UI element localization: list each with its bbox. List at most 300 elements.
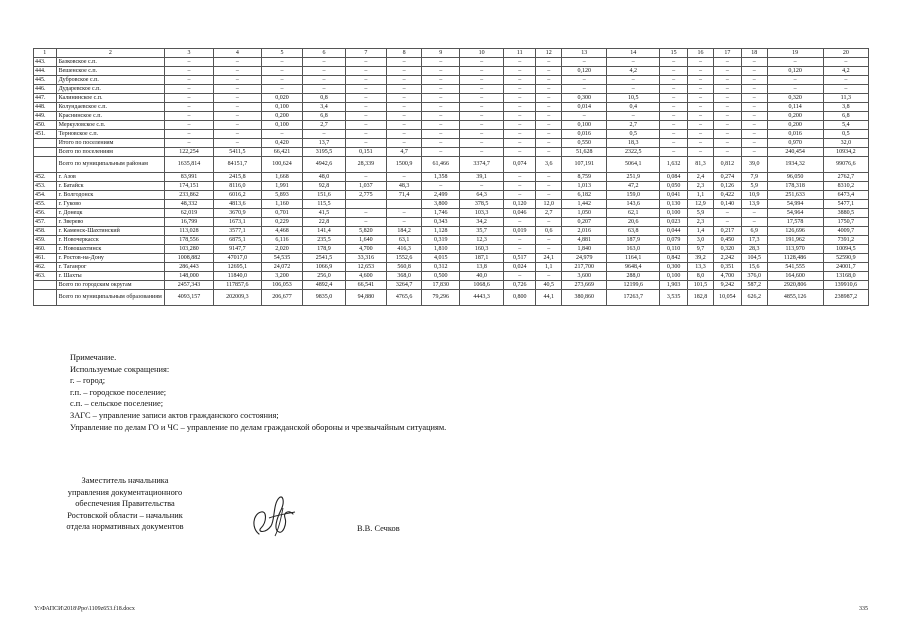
value-cell: – xyxy=(345,103,386,112)
row-number-cell xyxy=(34,139,57,148)
row-name-cell: г. Зверево xyxy=(56,218,165,227)
value-cell: 143,6 xyxy=(607,200,660,209)
value-cell: 48,332 xyxy=(165,200,213,209)
value-cell: 235,5 xyxy=(302,236,345,245)
value-cell: – xyxy=(504,173,536,182)
table-row xyxy=(34,254,869,263)
value-cell: 6,8 xyxy=(302,112,345,121)
value-cell: 0,100 xyxy=(262,121,303,130)
value-cell: 66,421 xyxy=(262,148,303,157)
notes-heading: Примечание. xyxy=(70,353,117,362)
value-cell: – xyxy=(165,121,213,130)
value-cell: 1500,9 xyxy=(386,157,422,173)
value-cell: – xyxy=(262,67,303,76)
value-cell: – xyxy=(713,85,741,94)
value-cell: 0,229 xyxy=(262,218,303,227)
value-cell: – xyxy=(741,218,767,227)
table-row xyxy=(34,209,869,218)
value-cell: 0,8 xyxy=(302,94,345,103)
value-cell: 4,700 xyxy=(713,272,741,281)
table-row xyxy=(34,245,869,254)
value-cell: – xyxy=(213,76,261,85)
value-cell: 2541,5 xyxy=(302,254,345,263)
row-name-cell: Всего по поселениям xyxy=(56,148,165,157)
value-cell: 113,970 xyxy=(767,245,823,254)
table-row xyxy=(34,281,869,290)
value-cell: 2,775 xyxy=(345,191,386,200)
value-cell: 9648,4 xyxy=(607,263,660,272)
row-number-cell: 447. xyxy=(34,94,57,103)
value-cell: – xyxy=(165,67,213,76)
value-cell: 5,893 xyxy=(262,191,303,200)
value-cell: 9835,0 xyxy=(302,290,345,306)
row-number-cell: 450. xyxy=(34,121,57,130)
row-number-cell xyxy=(34,148,57,157)
row-number-cell xyxy=(34,157,57,173)
value-cell: 2,3 xyxy=(688,218,714,227)
value-cell: 148,000 xyxy=(165,272,213,281)
value-cell: 8,759 xyxy=(562,173,607,182)
value-cell: – xyxy=(504,112,536,121)
value-cell: – xyxy=(345,76,386,85)
header-cell: 14 xyxy=(607,49,660,58)
value-cell: 6,182 xyxy=(562,191,607,200)
value-cell: 2457,343 xyxy=(165,281,213,290)
value-cell: 4765,6 xyxy=(386,290,422,306)
value-cell: – xyxy=(345,209,386,218)
position-line: управления документационного xyxy=(67,487,183,497)
value-cell: 182,8 xyxy=(688,290,714,306)
row-number-cell: 457. xyxy=(34,218,57,227)
value-cell: – xyxy=(713,209,741,218)
value-cell: 0,320 xyxy=(767,94,823,103)
value-cell: 24,1 xyxy=(536,254,562,263)
value-cell: 16,799 xyxy=(165,218,213,227)
value-cell: 32,0 xyxy=(823,139,868,148)
value-cell: 238987,2 xyxy=(823,290,868,306)
value-cell: 24,072 xyxy=(262,263,303,272)
value-cell: – xyxy=(422,58,460,67)
value-cell: 3,535 xyxy=(660,290,688,306)
value-cell: 0,100 xyxy=(660,209,688,218)
value-cell: – xyxy=(460,94,504,103)
value-cell: 0,110 xyxy=(660,245,688,254)
table-header-row xyxy=(34,49,869,58)
value-cell: – xyxy=(386,121,422,130)
value-cell: – xyxy=(536,272,562,281)
value-cell: 12,0 xyxy=(536,200,562,209)
value-cell: 0,343 xyxy=(422,218,460,227)
value-cell: 0,126 xyxy=(713,182,741,191)
value-cell: 17,578 xyxy=(767,218,823,227)
value-cell: – xyxy=(688,139,714,148)
table-row xyxy=(34,227,869,236)
value-cell: 92,8 xyxy=(302,182,345,191)
value-cell: – xyxy=(660,121,688,130)
value-cell: – xyxy=(504,130,536,139)
value-cell: 2322,5 xyxy=(607,148,660,157)
value-cell: – xyxy=(823,58,868,67)
signatory-name: В.В. Сечков xyxy=(357,524,400,533)
value-cell: – xyxy=(688,67,714,76)
value-cell: 35,7 xyxy=(460,227,504,236)
value-cell: – xyxy=(386,130,422,139)
value-cell: 1,4 xyxy=(688,227,714,236)
value-cell xyxy=(386,200,422,209)
value-cell: 0,041 xyxy=(660,191,688,200)
value-cell: – xyxy=(213,130,261,139)
value-cell: – xyxy=(460,148,504,157)
value-cell: – xyxy=(536,85,562,94)
value-cell: 0,300 xyxy=(660,263,688,272)
row-name-cell: Меркуловское с.п. xyxy=(56,121,165,130)
row-name-cell: Калининское с.п. xyxy=(56,94,165,103)
value-cell: 22,8 xyxy=(302,218,345,227)
value-cell: 1008,882 xyxy=(165,254,213,263)
value-cell: 103,280 xyxy=(165,245,213,254)
header-cell: 3 xyxy=(165,49,213,58)
value-cell: 1,746 xyxy=(422,209,460,218)
value-cell: – xyxy=(536,139,562,148)
value-cell: – xyxy=(607,76,660,85)
value-cell: 6875,1 xyxy=(213,236,261,245)
value-cell: – xyxy=(213,94,261,103)
value-cell: 20,6 xyxy=(607,218,660,227)
value-cell: – xyxy=(688,148,714,157)
header-cell: 15 xyxy=(660,49,688,58)
row-number-cell: 448. xyxy=(34,103,57,112)
value-cell: 0,970 xyxy=(767,139,823,148)
header-cell: 2 xyxy=(56,49,165,58)
value-cell: – xyxy=(386,85,422,94)
value-cell: 3,800 xyxy=(422,200,460,209)
row-name-cell: г. Таганрог xyxy=(56,263,165,272)
value-cell: – xyxy=(536,173,562,182)
row-name-cell: Краснинское с.п. xyxy=(56,112,165,121)
row-name-cell: Терновское с.п. xyxy=(56,130,165,139)
value-cell: 4,015 xyxy=(422,254,460,263)
value-cell: 0,084 xyxy=(660,173,688,182)
value-cell: – xyxy=(536,245,562,254)
value-cell: 376,0 xyxy=(741,272,767,281)
value-cell: 79,296 xyxy=(422,290,460,306)
value-cell: 63,1 xyxy=(386,236,422,245)
value-cell: 33,316 xyxy=(345,254,386,263)
value-cell: 5,820 xyxy=(345,227,386,236)
value-cell: 0,420 xyxy=(262,139,303,148)
value-cell: – xyxy=(823,76,868,85)
value-cell: 0,023 xyxy=(660,218,688,227)
value-cell: – xyxy=(422,130,460,139)
value-cell: – xyxy=(302,130,345,139)
table-row xyxy=(34,272,869,281)
table-row xyxy=(34,67,869,76)
value-cell: – xyxy=(460,121,504,130)
row-number-cell: 453. xyxy=(34,182,57,191)
value-cell: 3195,5 xyxy=(302,148,345,157)
value-cell: 39,0 xyxy=(741,157,767,173)
row-name-cell: г. Волгодонск xyxy=(56,191,165,200)
value-cell: 62,1 xyxy=(607,209,660,218)
header-cell: 6 xyxy=(302,49,345,58)
value-cell: 0,044 xyxy=(660,227,688,236)
value-cell: – xyxy=(345,112,386,121)
value-cell: 4,468 xyxy=(262,227,303,236)
row-number-cell: 449. xyxy=(34,112,57,121)
value-cell: – xyxy=(741,94,767,103)
value-cell: – xyxy=(422,112,460,121)
value-cell: – xyxy=(422,76,460,85)
value-cell: – xyxy=(536,236,562,245)
value-cell: – xyxy=(536,67,562,76)
value-cell: 24,979 xyxy=(562,254,607,263)
value-cell: 44,1 xyxy=(536,290,562,306)
value-cell: – xyxy=(504,94,536,103)
value-cell: 2,016 xyxy=(562,227,607,236)
row-name-cell: г. Шахты xyxy=(56,272,165,281)
value-cell: – xyxy=(688,121,714,130)
value-cell: – xyxy=(562,58,607,67)
value-cell: 11840,0 xyxy=(213,272,261,281)
value-cell: 164,600 xyxy=(767,272,823,281)
value-cell: 1,640 xyxy=(345,236,386,245)
value-cell: 71,4 xyxy=(386,191,422,200)
value-cell: – xyxy=(713,94,741,103)
value-cell: 0,6 xyxy=(536,227,562,236)
header-cell: 11 xyxy=(504,49,536,58)
value-cell: – xyxy=(422,139,460,148)
value-cell: 24001,7 xyxy=(823,263,868,272)
value-cell: 286,443 xyxy=(165,263,213,272)
value-cell: – xyxy=(386,94,422,103)
header-cell: 17 xyxy=(713,49,741,58)
value-cell: – xyxy=(504,182,536,191)
table-row xyxy=(34,218,869,227)
table-row xyxy=(34,173,869,182)
value-cell: 6,116 xyxy=(262,236,303,245)
value-cell: – xyxy=(741,85,767,94)
value-cell: – xyxy=(386,209,422,218)
value-cell: – xyxy=(165,76,213,85)
value-cell: 416,3 xyxy=(386,245,422,254)
value-cell: 541,555 xyxy=(767,263,823,272)
value-cell: 6,8 xyxy=(823,112,868,121)
notes-block xyxy=(70,352,446,433)
value-cell: 13168,0 xyxy=(823,272,868,281)
value-cell: 3,200 xyxy=(262,272,303,281)
value-cell: 0,100 xyxy=(660,272,688,281)
row-number-cell: 462. xyxy=(34,263,57,272)
value-cell: 0,046 xyxy=(504,209,536,218)
row-number-cell xyxy=(34,281,57,290)
value-cell: – xyxy=(562,112,607,121)
value-cell: – xyxy=(741,67,767,76)
value-cell: 0,120 xyxy=(562,67,607,76)
value-cell: 139910,6 xyxy=(823,281,868,290)
value-cell: 2920,806 xyxy=(767,281,823,290)
value-cell: 2,499 xyxy=(422,191,460,200)
value-cell xyxy=(345,200,386,209)
row-number-cell xyxy=(34,290,57,306)
table-row xyxy=(34,148,869,157)
value-cell: – xyxy=(422,67,460,76)
value-cell: 126,696 xyxy=(767,227,823,236)
value-cell: 0,4 xyxy=(607,103,660,112)
value-cell: 159,0 xyxy=(607,191,660,200)
value-cell: 12,9 xyxy=(688,200,714,209)
value-cell: 107,191 xyxy=(562,157,607,173)
value-cell: 18,3 xyxy=(607,139,660,148)
value-cell: – xyxy=(741,76,767,85)
value-cell: 4,7 xyxy=(386,148,422,157)
row-number-cell: 452. xyxy=(34,173,57,182)
value-cell: 1,668 xyxy=(262,173,303,182)
value-cell: 94,880 xyxy=(345,290,386,306)
value-cell: – xyxy=(741,58,767,67)
value-cell: – xyxy=(460,130,504,139)
value-cell: – xyxy=(713,103,741,112)
value-cell: 48,0 xyxy=(302,173,345,182)
row-name-cell: Дубровское с.п. xyxy=(56,76,165,85)
value-cell: 1,1 xyxy=(688,191,714,200)
value-cell: 13,7 xyxy=(302,139,345,148)
value-cell: – xyxy=(713,218,741,227)
value-cell: 0,140 xyxy=(713,200,741,209)
value-cell: – xyxy=(607,58,660,67)
signatory-position xyxy=(44,475,206,533)
value-cell: 66,541 xyxy=(345,281,386,290)
value-cell: – xyxy=(713,130,741,139)
value-cell: – xyxy=(386,218,422,227)
value-cell: – xyxy=(165,103,213,112)
value-cell: 0,517 xyxy=(504,254,536,263)
value-cell: – xyxy=(713,76,741,85)
value-cell: 48,3 xyxy=(386,182,422,191)
value-cell: – xyxy=(386,67,422,76)
row-name-cell: г. Гуково xyxy=(56,200,165,209)
value-cell: 54,964 xyxy=(767,209,823,218)
value-cell: – xyxy=(165,130,213,139)
value-cell: – xyxy=(713,58,741,67)
value-cell: – xyxy=(536,218,562,227)
value-cell: 10,9 xyxy=(741,191,767,200)
value-cell: 28,3 xyxy=(741,245,767,254)
value-cell: 0,300 xyxy=(562,94,607,103)
value-cell: 0,100 xyxy=(262,103,303,112)
table-row xyxy=(34,263,869,272)
value-cell: 160,3 xyxy=(460,245,504,254)
value-cell: 10,5 xyxy=(607,94,660,103)
value-cell: – xyxy=(536,121,562,130)
value-cell: – xyxy=(302,85,345,94)
value-cell: – xyxy=(165,112,213,121)
value-cell: 0,130 xyxy=(660,200,688,209)
value-cell: 0,019 xyxy=(504,227,536,236)
value-cell: 1552,6 xyxy=(386,254,422,263)
value-cell: – xyxy=(536,103,562,112)
value-cell: – xyxy=(460,112,504,121)
value-cell: 3880,5 xyxy=(823,209,868,218)
value-cell: 10094,5 xyxy=(823,245,868,254)
row-number-cell: 458. xyxy=(34,227,57,236)
value-cell: – xyxy=(460,182,504,191)
value-cell: – xyxy=(345,67,386,76)
value-cell: 9147,7 xyxy=(213,245,261,254)
value-cell: – xyxy=(660,76,688,85)
value-cell: 151,6 xyxy=(302,191,345,200)
value-cell: – xyxy=(460,58,504,67)
value-cell: 5477,1 xyxy=(823,200,868,209)
value-cell: – xyxy=(504,85,536,94)
value-cell: – xyxy=(562,85,607,94)
value-cell: 2,242 xyxy=(713,254,741,263)
value-cell: – xyxy=(660,130,688,139)
value-cell: – xyxy=(422,121,460,130)
value-cell: 6,9 xyxy=(741,227,767,236)
value-cell: 626,2 xyxy=(741,290,767,306)
data-table xyxy=(33,48,869,306)
value-cell: 3577,1 xyxy=(213,227,261,236)
value-cell: 54,535 xyxy=(262,254,303,263)
value-cell: 240,454 xyxy=(767,148,823,157)
position-line: Ростовской области – начальник xyxy=(67,510,183,520)
value-cell: 12,653 xyxy=(345,263,386,272)
table-row xyxy=(34,191,869,200)
value-cell: 40,5 xyxy=(536,281,562,290)
value-cell: 174,151 xyxy=(165,182,213,191)
value-cell: 178,9 xyxy=(302,245,345,254)
row-number-cell: 459. xyxy=(34,236,57,245)
value-cell: – xyxy=(345,139,386,148)
value-cell: 96,050 xyxy=(767,173,823,182)
value-cell: – xyxy=(345,218,386,227)
value-cell: 115,5 xyxy=(302,200,345,209)
value-cell: 1934,32 xyxy=(767,157,823,173)
value-cell: 3,600 xyxy=(562,272,607,281)
value-cell: – xyxy=(460,103,504,112)
value-cell: – xyxy=(713,139,741,148)
value-cell: 206,677 xyxy=(262,290,303,306)
table-row xyxy=(34,236,869,245)
header-cell: 4 xyxy=(213,49,261,58)
value-cell: – xyxy=(504,218,536,227)
value-cell: – xyxy=(386,139,422,148)
value-cell: – xyxy=(741,148,767,157)
value-cell: 10934,2 xyxy=(823,148,868,157)
row-name-cell: г. Каменск-Шахтинский xyxy=(56,227,165,236)
value-cell: – xyxy=(460,85,504,94)
value-cell: – xyxy=(607,85,660,94)
value-cell: 0,274 xyxy=(713,173,741,182)
row-name-cell: Дударевское с.п. xyxy=(56,85,165,94)
table-row xyxy=(34,112,869,121)
value-cell: 12695,1 xyxy=(213,263,261,272)
value-cell: – xyxy=(741,121,767,130)
value-cell: – xyxy=(345,121,386,130)
value-cell: 1,160 xyxy=(262,200,303,209)
value-cell: – xyxy=(422,85,460,94)
value-cell: 3,0 xyxy=(688,236,714,245)
value-cell: 7391,2 xyxy=(823,236,868,245)
header-cell: 19 xyxy=(767,49,823,58)
value-cell: – xyxy=(213,121,261,130)
value-cell: 1635,814 xyxy=(165,157,213,173)
value-cell: 113,028 xyxy=(165,227,213,236)
value-cell: 0,200 xyxy=(767,112,823,121)
table-row xyxy=(34,94,869,103)
value-cell: – xyxy=(422,103,460,112)
value-cell: 1,050 xyxy=(562,209,607,218)
